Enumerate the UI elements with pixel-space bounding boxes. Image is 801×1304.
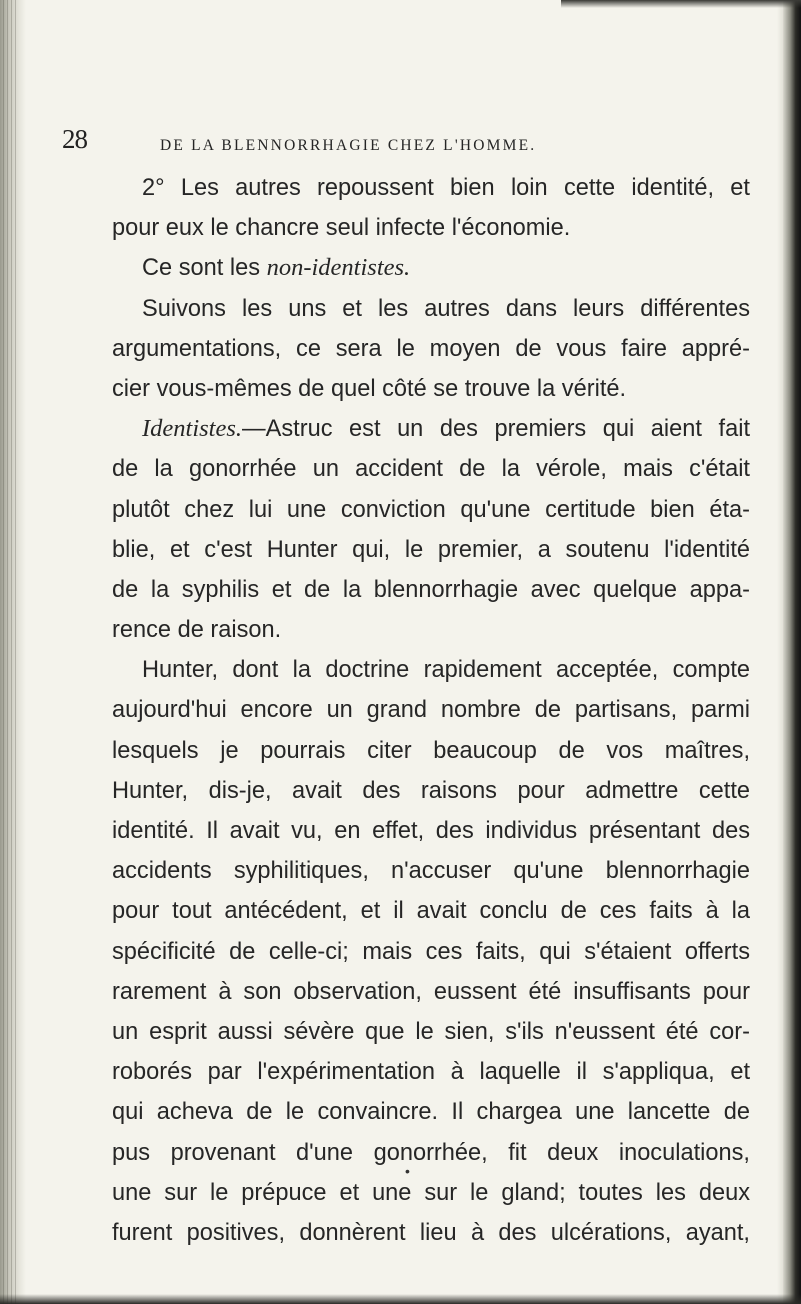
italic-term: non-identistes.: [266, 254, 411, 282]
text-line: rarement à son observation, eussent été insuffisants pour: [112, 978, 750, 1005]
text-line: aujourd'hui encore un grand nombre de partisans, parmi: [112, 697, 750, 724]
print-speck-icon: •: [405, 1163, 410, 1179]
text-line: [112, 248, 750, 288]
text-line: [112, 409, 750, 449]
section-heading: Identistes.: [142, 415, 243, 443]
text-run: —Astruc est un des premiers qui aient fait: [242, 416, 750, 443]
text-line: pour tout antécédent, et il avait conclu de ces faits à la: [112, 898, 750, 925]
page-edge-bottom: [0, 1294, 801, 1304]
text-line: roborés par l'expérimentation à laquelle il s'appliqua, et: [112, 1059, 750, 1086]
text-line: cier vous-mêmes de quel côté se trouve la vérité.: [112, 375, 627, 402]
text-line: pus provenant d'une gonorrhée, fit deux inoculations,: [112, 1139, 750, 1166]
page-number: 28: [62, 124, 87, 154]
text-line: qui acheva de le convaincre. Il chargea une lancette de: [112, 1099, 750, 1126]
text-line: identité. Il avait vu, en effet, des individus présentant des: [112, 818, 750, 844]
text-line: blie, et c'est Hunter qui, le premier, a soutenu l'identité: [112, 536, 750, 563]
page-edge-right: [783, 0, 801, 1304]
text-line: Hunter, dont la doctrine rapidement acceptée, compte: [142, 657, 750, 684]
text-line: argumentations, ce sera le moyen de vous faire appré-: [112, 335, 750, 362]
text-line: lesquels je pourrais citer beaucoup de vos maîtres,: [112, 737, 750, 764]
text-line: rence de raison.: [112, 617, 282, 644]
running-head: DE LA BLENNORRHAGIE CHEZ L'HOMME.: [160, 137, 537, 154]
text-line: un esprit aussi sévère que le sien, s'ils n'eussent été cor-: [112, 1018, 750, 1045]
text-line: Suivons les uns et les autres dans leurs différentes: [142, 295, 750, 322]
binding-texture: [3, 0, 17, 1304]
text-line: de la gonorrhée un accident de la vérole, mais c'était: [112, 456, 750, 483]
body-text: [112, 168, 750, 1253]
text-line: 2° Les autres repoussent bien loin cette identité, et: [142, 175, 750, 201]
text-run: Ce sont les: [142, 255, 261, 282]
text-line: accidents syphilitiques, n'accuser qu'une blennorrhagie: [112, 858, 750, 885]
text-line: furent positives, donnèrent lieu à des ulcérations, ayant,: [112, 1219, 750, 1246]
text-line: plutôt chez lui une conviction qu'une certitude bien éta-: [112, 496, 750, 523]
text-line: spécificité de celle-ci; mais ces faits, qui s'étaient offerts: [112, 938, 750, 965]
page-edge-top: [561, 0, 801, 8]
text-line: Hunter, dis-je, avait des raisons pour admettre cette: [112, 777, 750, 804]
text-line: de la syphilis et de la blennorrhagie avec quelque appa-: [112, 576, 750, 603]
text-line: une sur le prépuce et une sur le gland; toutes les deux: [112, 1179, 750, 1206]
text-line: pour eux le chancre seul infecte l'économie.: [112, 215, 571, 242]
